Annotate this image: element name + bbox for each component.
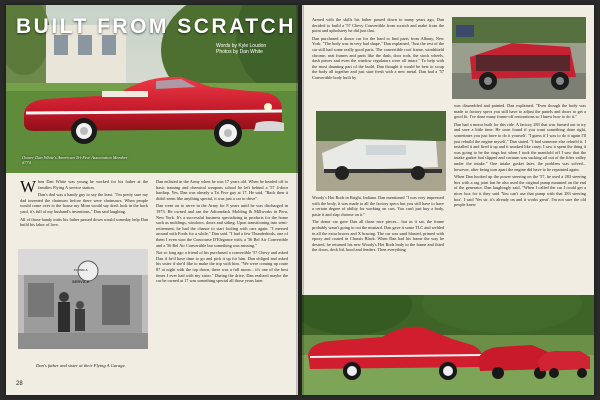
byline-words: Words by Kyle Loudon [216,43,267,49]
chassis-photo [316,111,446,191]
flying-a-sign: FLYING A [74,268,88,272]
hero-caption: Owner Dan White's American Tri-Five Association Member #774 [22,155,128,166]
build-illustration [452,17,586,99]
lineup-photo [302,295,594,395]
paragraph: When Dan hooked up the power steering on the '57, he used a 283 steering box with a rag joint but he also used the original pump mounted on the end of the generator. Dan laughingly said, "When I called the car I could get a nicer box for it they said 'You can't use that pump with that 283 steering box'. I said 'Yes sir, it's already on and it works great'. I'm not sure the old people knew [454,174,586,208]
spine-shadow [296,5,304,395]
drop-cap: W [20,179,37,196]
right-page [302,5,594,395]
paragraph: Dan had a motor built for this ride. A factory 283 that was farmed out to try and save a little time. He soon found if you want something done right, sometimes you just have to do it yourself. "I guess if I was to do it again I'll just rebuild the engine myself," Dan stated. "I had someone else rebuild it. I installed it and fired it up and it smoked like crazy. I saw it spent the thing it was going to be the rings but when I took the manifold off I saw that the intake gasket had slipped and vacuum was sucking oil out of the lifter valley under the intake." One intake gasket later, the problem was solved... however, after being torn apart the engine did have to be repainted again. [454,121,586,172]
right-column-1-bottom [312,195,444,293]
paragraph: All of those handy traits his father passed down would someday help Dan build his labor of love. [20,216,148,228]
paragraph: Not so long ago a friend of his purchased a convertible '57 Chevy and asked Dan if he'd have time to go and pick it up for him. Dan obliged and asked his sister if she'd like to make the trip with him. "We were coming up route 87 at night with the top down, there was a full moon... it's one of the best times I ever had with my sister." During the drive, Dan realized maybe the car he owned at 17 was something special all those years later. [156,250,288,284]
paragraph: Dan's dad was a handy guy to say the least. "I'm pretty sure my dad invented the chainsaw before there were chainsaws. When people would come over to the house my Mom would say don't look in the back yard, it's full of my husband's inventions," Dan said laughing. [20,192,148,214]
build-photo [452,17,586,99]
article-title: BUILT FROM SCRATCH [16,15,296,38]
paragraph: When Dan White was young he worked for his father at the families Flying A service station. [20,179,148,196]
paragraph: was dissembled and painted. Dan explained, "Even though the body was made to factory specs you still have to adjust the panels and doors to get a good fit. I've done many frame-off restorations so I knew how to do it." [454,103,586,120]
paragraph: Dan went on to serve in the Army for 8 years until he was discharged in 1973. He owned and ran the Adirondack Molding & Millworks in Peru, New York. It's a successful business specializing in products for the home such as moldings, windows, doors and siding. Upon transitioning into semi-retirement, he had the chance to start fooling with cars again. "I messed around with Fords for a while," Dan said. "I had a few Thunderbirds, one of them I even won the Concourse D'Elegance with, a '56 Bel Air Convertible and a '56 Bel Air Convertible but something was missing." [156,203,288,248]
right-column-1-top [312,17,444,109]
left-column-2 [156,179,288,385]
paragraph: Armed with the skills his father passed down to many years ago, Dan decided to build a '57 Chevy Convertible from scratch and make from the point and upholstery he did just that. [312,17,444,34]
left-column-1 [20,179,148,245]
paragraph: Dan purchased a donor car for the hard to find parts from Albany, New York. "The body was in very bad shape," Dan explained, "Just the rest of the car still had some really good parts. The convertible roof frame, windshield chrome, seat frames and parts like the dash, door rods, the stock wheels, dash pieces and even the window regulators were all intact." To help with the most daunting part of the build, Dan thought it would be best to scrap the body all together and just start fresh with a new metal. Dan had a '57 Convertible body built by [312,35,444,80]
paragraph: Woody's Hot Rods in Bright, Indiana. Dan mentioned "I was very impressed with the body, it was made to all the factory specs but you still have to have a certain degree of ability for working on cars. You can't just buy a body, paste it and slap chrome on it." [312,195,444,217]
paragraph: The donor car gave Dan all those nice pieces... but as it sat, the frame probably wasn't going to cut the mustard. Dan gave it some TLC and welded in all the extra braces and X bracing. The car was sand blasted, primed with epoxy and coated in Chassis Black. When Dan had his frame the way he desired, he returned his new Woody's Hot Rods body to the frame and fitted the doors, deck lid, hood and fenders. Then everything [312,219,444,253]
family-illustration [18,249,148,349]
lineup-illustration [302,295,594,395]
byline [216,43,266,55]
family-photo [18,249,148,349]
chassis-illustration [316,111,446,191]
service-sign: SERVICE [72,279,90,284]
byline-photos: Photos by Dan White [216,49,263,55]
left-page [6,5,298,395]
right-column-2 [454,103,586,293]
page-number: 28 [16,381,23,387]
paragraph: Dan enlisted in the Army when he was 17 years old. When he headed off to basic training and chemical weapons school he left behind a '57 4-door hardtop. Yes, Dan was already a Tri Five guy at 17. He said, "Back then it didn't seem like anything special, it was just a car to drive". [156,179,288,201]
family-caption: Dan's father and sister at their Flying A Garage. [36,363,126,368]
